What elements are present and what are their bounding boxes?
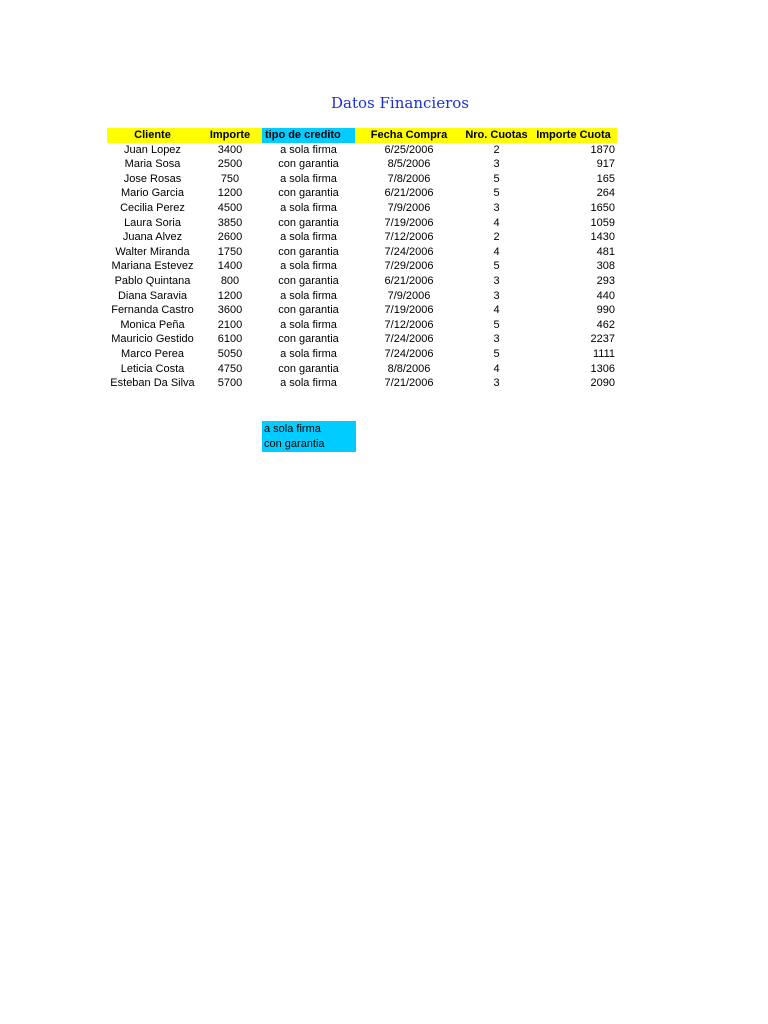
cell-importe-cuota: 165 [596, 172, 615, 185]
cell-tipo-credito: con garantia [278, 304, 339, 317]
cell-fecha-compra: 7/19/2006 [384, 304, 434, 317]
cell-cliente: Cecilia Perez [120, 201, 185, 214]
cell-tipo-credito: a sola firma [280, 318, 337, 331]
cell-cliente: Mauricio Gestido [111, 333, 194, 346]
cell-cliente: Juan Lopez [124, 143, 181, 156]
cell-cliente: Diana Saravia [117, 289, 188, 302]
cell-cliente: Marco Perea [121, 347, 184, 360]
cell-importe: 3400 [217, 143, 243, 156]
cell-fecha-compra: 7/12/2006 [384, 231, 434, 244]
table-row [107, 303, 617, 318]
cell-importe-cuota: 990 [596, 304, 615, 317]
cell-importe-cuota: 440 [596, 289, 615, 302]
cell-importe-cuota: 481 [596, 245, 615, 258]
cell-importe-cuota: 1650 [590, 201, 615, 214]
cell-cliente: Pablo Quintana [114, 274, 191, 287]
cell-nro-cuotas: 3 [493, 201, 500, 214]
cell-importe: 750 [220, 172, 240, 185]
cell-tipo-credito: a sola firma [280, 260, 337, 273]
cell-fecha-compra: 7/21/2006 [384, 377, 434, 390]
cell-importe-cuota: 2090 [590, 377, 615, 390]
cell-importe: 2600 [217, 231, 243, 244]
cell-fecha-compra: 7/29/2006 [384, 260, 434, 273]
cell-fecha-compra: 6/25/2006 [384, 143, 434, 156]
cell-fecha-compra: 7/9/2006 [387, 289, 431, 302]
cell-importe: 6100 [217, 333, 243, 346]
header-cliente: Cliente [107, 128, 198, 143]
cell-tipo-credito: a sola firma [280, 231, 337, 244]
cell-nro-cuotas: 4 [493, 245, 500, 258]
table-row [107, 376, 617, 391]
cell-importe: 3850 [217, 216, 243, 229]
cell-cliente: Maria Sosa [124, 158, 181, 171]
cell-importe: 5050 [217, 347, 243, 360]
cell-importe-cuota: 1430 [590, 231, 615, 244]
cell-nro-cuotas: 4 [493, 216, 500, 229]
cell-importe: 1750 [217, 245, 243, 258]
table-row [107, 362, 617, 377]
table-row [107, 201, 617, 216]
cell-fecha-compra: 7/9/2006 [387, 201, 431, 214]
cell-importe: 5700 [217, 377, 243, 390]
cell-fecha-compra: 7/12/2006 [384, 318, 434, 331]
cell-tipo-credito: con garantia [278, 187, 339, 200]
cell-tipo-credito: a sola firma [280, 347, 337, 360]
cell-importe-cuota: 1111 [592, 347, 615, 360]
cell-fecha-compra: 7/8/2006 [387, 172, 431, 185]
cell-importe-cuota: 1306 [590, 362, 615, 375]
cell-cliente: Fernanda Castro [111, 304, 194, 317]
table-row [107, 259, 617, 274]
cell-cliente: Mariana Estevez [111, 260, 194, 273]
option-item: con garantia [264, 437, 325, 450]
cell-fecha-compra: 8/8/2006 [387, 362, 431, 375]
cell-importe: 800 [220, 274, 240, 287]
cell-cliente: Laura Soria [124, 216, 181, 229]
table-row [107, 332, 617, 347]
cell-cliente: Esteban Da Silva [110, 377, 195, 390]
table-row [107, 318, 617, 333]
table-row [107, 274, 617, 289]
cell-fecha-compra: 7/19/2006 [384, 216, 434, 229]
cell-cliente: Mario Garcia [121, 187, 184, 200]
cell-tipo-credito: a sola firma [280, 377, 337, 390]
cell-fecha-compra: 6/21/2006 [384, 187, 434, 200]
cell-importe-cuota: 293 [596, 274, 615, 287]
table-row [107, 157, 617, 172]
cell-nro-cuotas: 5 [493, 260, 500, 273]
cell-tipo-credito: a sola firma [280, 143, 337, 156]
cell-nro-cuotas: 5 [493, 187, 500, 200]
header-row [107, 128, 617, 143]
cell-cliente: Leticia Costa [120, 362, 185, 375]
cell-nro-cuotas: 3 [493, 333, 500, 346]
cell-importe-cuota: 2237 [590, 333, 615, 346]
cell-importe: 3600 [217, 304, 243, 317]
cell-cliente: Jose Rosas [123, 172, 182, 185]
cell-importe: 1200 [217, 187, 243, 200]
table-row [107, 143, 617, 158]
cell-cliente: Juana Alvez [122, 231, 183, 244]
credit-type-options [262, 421, 356, 452]
cell-tipo-credito: con garantia [278, 158, 339, 171]
cell-importe: 2100 [217, 318, 243, 331]
table-row [107, 172, 617, 187]
cell-nro-cuotas: 3 [493, 158, 500, 171]
cell-importe: 2500 [217, 158, 243, 171]
table-row [107, 230, 617, 245]
header-fecha-compra: Fecha Compra [355, 128, 463, 143]
cell-importe-cuota: 1870 [590, 143, 615, 156]
cell-importe: 4500 [217, 201, 243, 214]
cell-nro-cuotas: 2 [493, 231, 500, 244]
cell-fecha-compra: 8/5/2006 [387, 158, 431, 171]
table-row [107, 289, 617, 304]
cell-fecha-compra: 7/24/2006 [384, 347, 434, 360]
cell-tipo-credito: con garantia [278, 274, 339, 287]
cell-importe-cuota: 1059 [590, 216, 615, 229]
cell-nro-cuotas: 3 [493, 274, 500, 287]
cell-cliente: Walter Miranda [115, 245, 190, 258]
header-nro-cuotas: Nro. Cuotas [463, 128, 530, 143]
cell-tipo-credito: con garantia [278, 245, 339, 258]
header-tipo-credito: tipo de credito [262, 128, 355, 143]
cell-importe-cuota: 264 [596, 187, 615, 200]
cell-nro-cuotas: 5 [493, 172, 500, 185]
header-importe: Importe [198, 128, 262, 143]
table-row [107, 245, 617, 260]
cell-tipo-credito: a sola firma [280, 172, 337, 185]
cell-nro-cuotas: 5 [493, 347, 500, 360]
cell-fecha-compra: 7/24/2006 [384, 333, 434, 346]
cell-importe-cuota: 462 [596, 318, 615, 331]
cell-nro-cuotas: 4 [493, 304, 500, 317]
cell-tipo-credito: con garantia [278, 333, 339, 346]
cell-nro-cuotas: 3 [493, 377, 500, 390]
option-item: a sola firma [264, 423, 321, 435]
cell-tipo-credito: con garantia [278, 216, 339, 229]
cell-nro-cuotas: 5 [493, 318, 500, 331]
cell-nro-cuotas: 4 [493, 362, 500, 375]
cell-importe: 1400 [217, 260, 243, 273]
table-row [107, 186, 617, 201]
cell-tipo-credito: a sola firma [280, 289, 337, 302]
cell-fecha-compra: 6/21/2006 [384, 274, 434, 287]
header-importe-cuota: Importe Cuota [530, 128, 617, 143]
cell-tipo-credito: a sola firma [280, 201, 337, 214]
cell-nro-cuotas: 2 [493, 143, 500, 156]
cell-fecha-compra: 7/24/2006 [384, 245, 434, 258]
cell-cliente: Monica Peña [120, 318, 185, 331]
cell-importe-cuota: 308 [596, 260, 615, 273]
table-row [107, 347, 617, 362]
page-title: Datos Financieros [331, 94, 469, 112]
table-body [107, 143, 617, 391]
financial-data-table [107, 128, 617, 391]
table-row [107, 216, 617, 231]
cell-tipo-credito: con garantia [278, 362, 339, 375]
cell-importe-cuota: 917 [596, 158, 615, 171]
cell-nro-cuotas: 3 [493, 289, 500, 302]
cell-importe: 1200 [217, 289, 243, 302]
cell-importe: 4750 [217, 362, 243, 375]
